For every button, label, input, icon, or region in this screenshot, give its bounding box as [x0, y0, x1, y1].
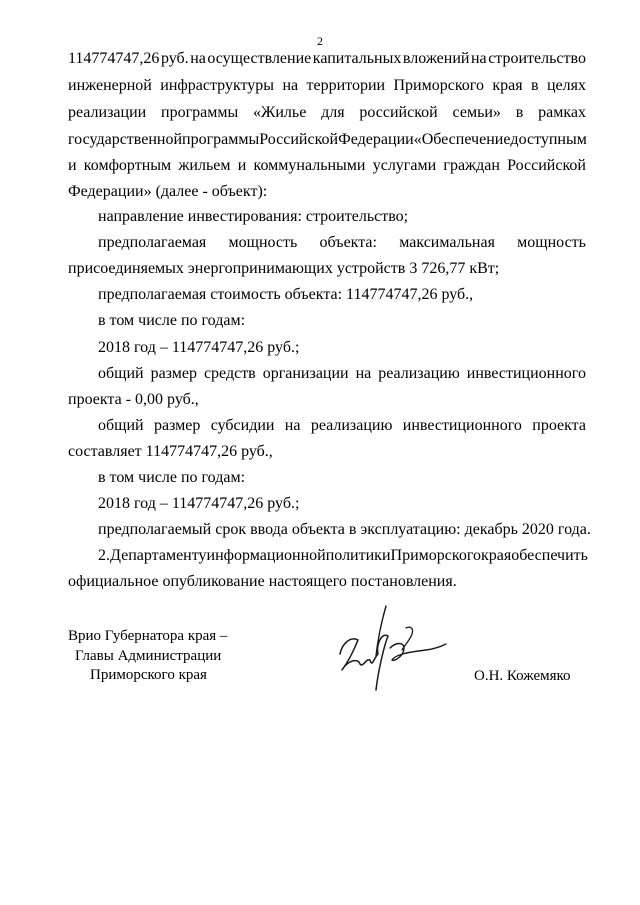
word: Приморского: [390, 547, 481, 564]
word: и: [68, 157, 77, 174]
signatory-position: [68, 627, 227, 686]
word: 114774747,26: [68, 50, 160, 67]
word: в: [531, 77, 539, 94]
by-years-label-1: в том числе по годам:: [98, 312, 246, 329]
word: программы: [182, 131, 260, 148]
word: организации: [262, 365, 349, 382]
word: мощность: [517, 234, 586, 251]
word: мощность: [228, 234, 298, 251]
word: государственной: [68, 131, 183, 148]
word: в: [515, 104, 524, 121]
signatory-name: О.Н. Кожемяко: [474, 668, 571, 684]
word: на: [284, 417, 301, 434]
word: предполагаемая: [98, 234, 207, 251]
subsidy-line-1: [98, 416, 586, 436]
word: для: [321, 104, 345, 121]
word: размер: [150, 365, 197, 382]
word: инфраструктуры: [160, 77, 275, 94]
word: осуществление: [207, 50, 312, 67]
word: края: [480, 547, 512, 564]
signatory-position-line-1: Врио Губернатора края –: [68, 628, 228, 644]
word: инженерной: [68, 77, 152, 94]
year-amount-2: 2018 год – 114774747,26 руб.;: [98, 495, 300, 512]
handwritten-signature: [330, 598, 452, 698]
word: программы: [161, 104, 239, 121]
word: и: [237, 157, 247, 174]
word: целях: [546, 77, 586, 94]
word: максимальная: [399, 234, 495, 251]
word: «Обеспечение: [413, 131, 511, 148]
word: Приморского: [393, 77, 484, 94]
word: семьи»: [452, 104, 501, 121]
paragraph-1-line-2: [68, 76, 586, 96]
word: строительство: [488, 50, 586, 67]
word: рамках: [538, 104, 586, 121]
word: инвестиционного: [402, 417, 522, 434]
capacity-line-1: [98, 233, 586, 253]
word: проекта: [532, 417, 586, 434]
word: Департаменту: [110, 547, 207, 564]
item-2-line-2: официальное опубликование настоящего постановления.: [68, 573, 457, 590]
paragraph-1-line-4: [68, 130, 586, 150]
word: на: [190, 50, 206, 67]
paragraph-1-line-6: Федерации» (далее - объект):: [68, 183, 268, 200]
paragraph-1-line-3: [68, 103, 586, 123]
word: услугами: [372, 157, 437, 174]
word: на: [282, 77, 299, 94]
estimated-cost: предполагаемая стоимость объекта: 114774747,26 руб.,: [98, 286, 474, 303]
word: края: [492, 77, 523, 94]
word: 2.: [98, 547, 110, 564]
word: размер: [153, 417, 201, 434]
word: «Жилье: [253, 104, 307, 121]
word: комфортным: [83, 157, 172, 174]
item-2-line-1: [98, 546, 586, 566]
word: информационной: [206, 547, 326, 564]
word: российской: [359, 104, 438, 121]
subsidy-line-2: составляет 114774747,26 руб.,: [68, 443, 273, 460]
word: общий: [98, 365, 144, 382]
word: коммунальными: [253, 157, 366, 174]
paragraph-1-line-5: [68, 156, 586, 176]
word: на: [355, 365, 372, 382]
word: реализацию: [310, 417, 393, 434]
org-funds-line-1: [98, 364, 586, 384]
word: вложений: [402, 50, 470, 67]
commissioning-date: предполагаемый срок ввода объекта в эксплуатацию: декабрь 2020 года.: [98, 521, 591, 538]
word: территории: [306, 77, 386, 94]
word: реализации: [68, 104, 147, 121]
word: средств: [203, 365, 256, 382]
word: граждан: [443, 157, 500, 174]
word: Федерации: [338, 131, 414, 148]
signatory-position-line-3: Приморского края: [90, 667, 207, 683]
word: на: [470, 50, 487, 67]
paragraph-1-line-1: [68, 49, 586, 69]
word: общий: [98, 417, 144, 434]
capacity-line-2: присоединяемых энергопринимающих устройств 3 726,77 кВт;: [68, 260, 500, 277]
year-amount-1: 2018 год – 114774747,26 руб.;: [98, 339, 300, 356]
word: Российской: [507, 157, 586, 174]
by-years-label-2: в том числе по годам:: [98, 469, 246, 486]
word: политики: [325, 547, 391, 564]
word: Российской: [259, 131, 339, 148]
word: реализацию: [378, 365, 460, 382]
word: руб.: [160, 50, 189, 67]
word: обеспечить: [511, 547, 588, 564]
word: субсидии: [210, 417, 275, 434]
signatory-position-line-2: Главы Администрации: [75, 647, 222, 664]
org-funds-line-2: проекта - 0,00 руб.,: [68, 391, 199, 408]
word: инвестиционного: [466, 365, 586, 382]
investment-direction: направление инвестирования: строительство;: [98, 208, 409, 225]
word: объекта:: [319, 234, 377, 251]
word: жильем: [178, 157, 231, 174]
page-number: 2: [317, 34, 323, 48]
word: капитальных: [312, 50, 402, 67]
word: доступным: [510, 131, 587, 148]
